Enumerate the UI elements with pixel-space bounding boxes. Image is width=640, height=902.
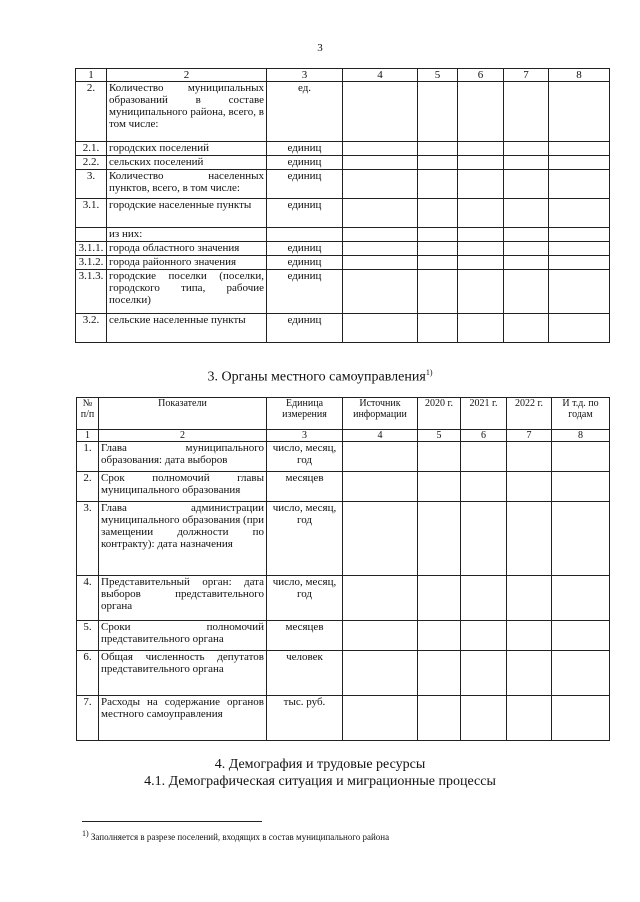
row-unit: единиц (267, 142, 343, 156)
column-number: 1 (76, 69, 107, 82)
row-name: города областного значения (107, 242, 267, 256)
column-number: 8 (549, 69, 610, 82)
row-unit: единиц (267, 256, 343, 270)
row-unit: ед. (267, 82, 343, 142)
footnote-divider (82, 821, 262, 822)
column-number: 4 (343, 69, 418, 82)
row-number: 2.2. (76, 156, 107, 170)
page-number: 3 (317, 42, 323, 54)
row-name: из них: (107, 228, 267, 242)
row-name: Срок полномочий главы муниципального образования (99, 472, 267, 502)
row-number: 7. (77, 696, 99, 741)
table-header-row (76, 69, 610, 82)
header-year-2021: 2021 г. (461, 398, 507, 430)
row-number (76, 228, 107, 242)
municipal-structure-table (75, 68, 610, 343)
table-row (77, 472, 610, 502)
table-row (77, 442, 610, 472)
column-numbers-row (77, 430, 610, 442)
section-subtitle: 4.1. Демографическая ситуация и миграционные процессы (144, 774, 496, 789)
row-name: Количество населенных пунктов, всего, в том числе: (107, 170, 267, 199)
footnote-mark: 1) (425, 368, 433, 377)
row-name: Представительный орган: дата выборов представительного органа (99, 576, 267, 621)
row-name: Количество муниципальных образований в составе муниципального района, всего, в том числе: (107, 82, 267, 142)
table-row (76, 142, 610, 156)
column-number: 7 (504, 69, 549, 82)
row-number: 3.1.3. (76, 270, 107, 314)
column-number: 3 (267, 430, 343, 442)
row-name: Расходы на содержание органов местного самоуправления (99, 696, 267, 741)
row-number: 2.1. (76, 142, 107, 156)
table-row (76, 256, 610, 270)
footnote-text: Заполняется в разрезе поселений, входящих в состав муниципального района (90, 832, 390, 842)
header-number: № п/п (77, 398, 99, 430)
header-indicator: Показатели (99, 398, 267, 430)
column-number: 5 (418, 69, 458, 82)
section-title (0, 368, 640, 386)
row-number: 4. (77, 576, 99, 621)
column-number: 4 (343, 430, 418, 442)
column-number: 1 (77, 430, 99, 442)
row-unit: число, месяц, год (267, 502, 343, 576)
table-row (76, 314, 610, 343)
table-row (76, 156, 610, 170)
column-number: 6 (458, 69, 504, 82)
row-number: 3.1.2. (76, 256, 107, 270)
header-source: Источник информации (343, 398, 418, 430)
row-unit: тыс. руб. (267, 696, 343, 741)
table-row (77, 502, 610, 576)
table-row (76, 82, 610, 142)
row-unit: число, месяц, год (267, 442, 343, 472)
row-name: Глава администрации муниципального образования (при замещении должности по контракту): дата назначения (99, 502, 267, 576)
table-row (76, 170, 610, 199)
row-unit: единиц (267, 170, 343, 199)
header-year-2022: 2022 г. (507, 398, 552, 430)
row-unit: единиц (267, 242, 343, 256)
table-row (77, 696, 610, 741)
row-unit: месяцев (267, 472, 343, 502)
row-name: городских поселений (107, 142, 267, 156)
row-name: Общая численность депутатов представительного органа (99, 651, 267, 696)
header-year-2020: 2020 г. (418, 398, 461, 430)
row-number: 3. (76, 170, 107, 199)
row-unit: единиц (267, 270, 343, 314)
section-title-text: 3. Органы местного самоуправления (207, 369, 426, 385)
row-number: 3.1.1. (76, 242, 107, 256)
row-name: сельские населенные пункты (107, 314, 267, 343)
row-number: 3.1. (76, 199, 107, 228)
table-row (77, 576, 610, 621)
row-unit: единиц (267, 156, 343, 170)
column-number: 8 (552, 430, 610, 442)
column-number: 2 (99, 430, 267, 442)
table-row (76, 199, 610, 228)
row-unit: месяцев (267, 621, 343, 651)
table-row (76, 242, 610, 256)
column-number: 6 (461, 430, 507, 442)
row-unit: число, месяц, год (267, 576, 343, 621)
row-name: Сроки полномочий представительного органа (99, 621, 267, 651)
row-unit: единиц (267, 199, 343, 228)
local-government-table (76, 397, 610, 741)
header-unit: Единица измерения (267, 398, 343, 430)
row-number: 3.2. (76, 314, 107, 343)
row-name: городские поселки (поселки, городского типа, рабочие поселки) (107, 270, 267, 314)
row-name: города районного значения (107, 256, 267, 270)
row-number: 6. (77, 651, 99, 696)
table-row (76, 228, 610, 242)
table-row (76, 270, 610, 314)
section-title: 4. Демография и трудовые ресурсы (214, 757, 426, 772)
row-unit: единиц (267, 314, 343, 343)
column-number: 3 (267, 69, 343, 82)
column-number: 5 (418, 430, 461, 442)
table-header-row (77, 398, 610, 430)
column-number: 7 (507, 430, 552, 442)
footnote-mark: 1) (82, 829, 89, 838)
row-number: 3. (77, 502, 99, 576)
row-name: сельских поселений (107, 156, 267, 170)
footnote (82, 829, 389, 842)
row-name: городские населенные пункты (107, 199, 267, 228)
header-etc: И т.д. по годам (552, 398, 610, 430)
row-number: 2. (76, 82, 107, 142)
column-number: 2 (107, 69, 267, 82)
table-row (77, 651, 610, 696)
row-name: Глава муниципального образования: дата выборов (99, 442, 267, 472)
row-unit: человек (267, 651, 343, 696)
row-number: 2. (77, 472, 99, 502)
table-row (77, 621, 610, 651)
row-number: 1. (77, 442, 99, 472)
row-unit (267, 228, 343, 242)
row-number: 5. (77, 621, 99, 651)
